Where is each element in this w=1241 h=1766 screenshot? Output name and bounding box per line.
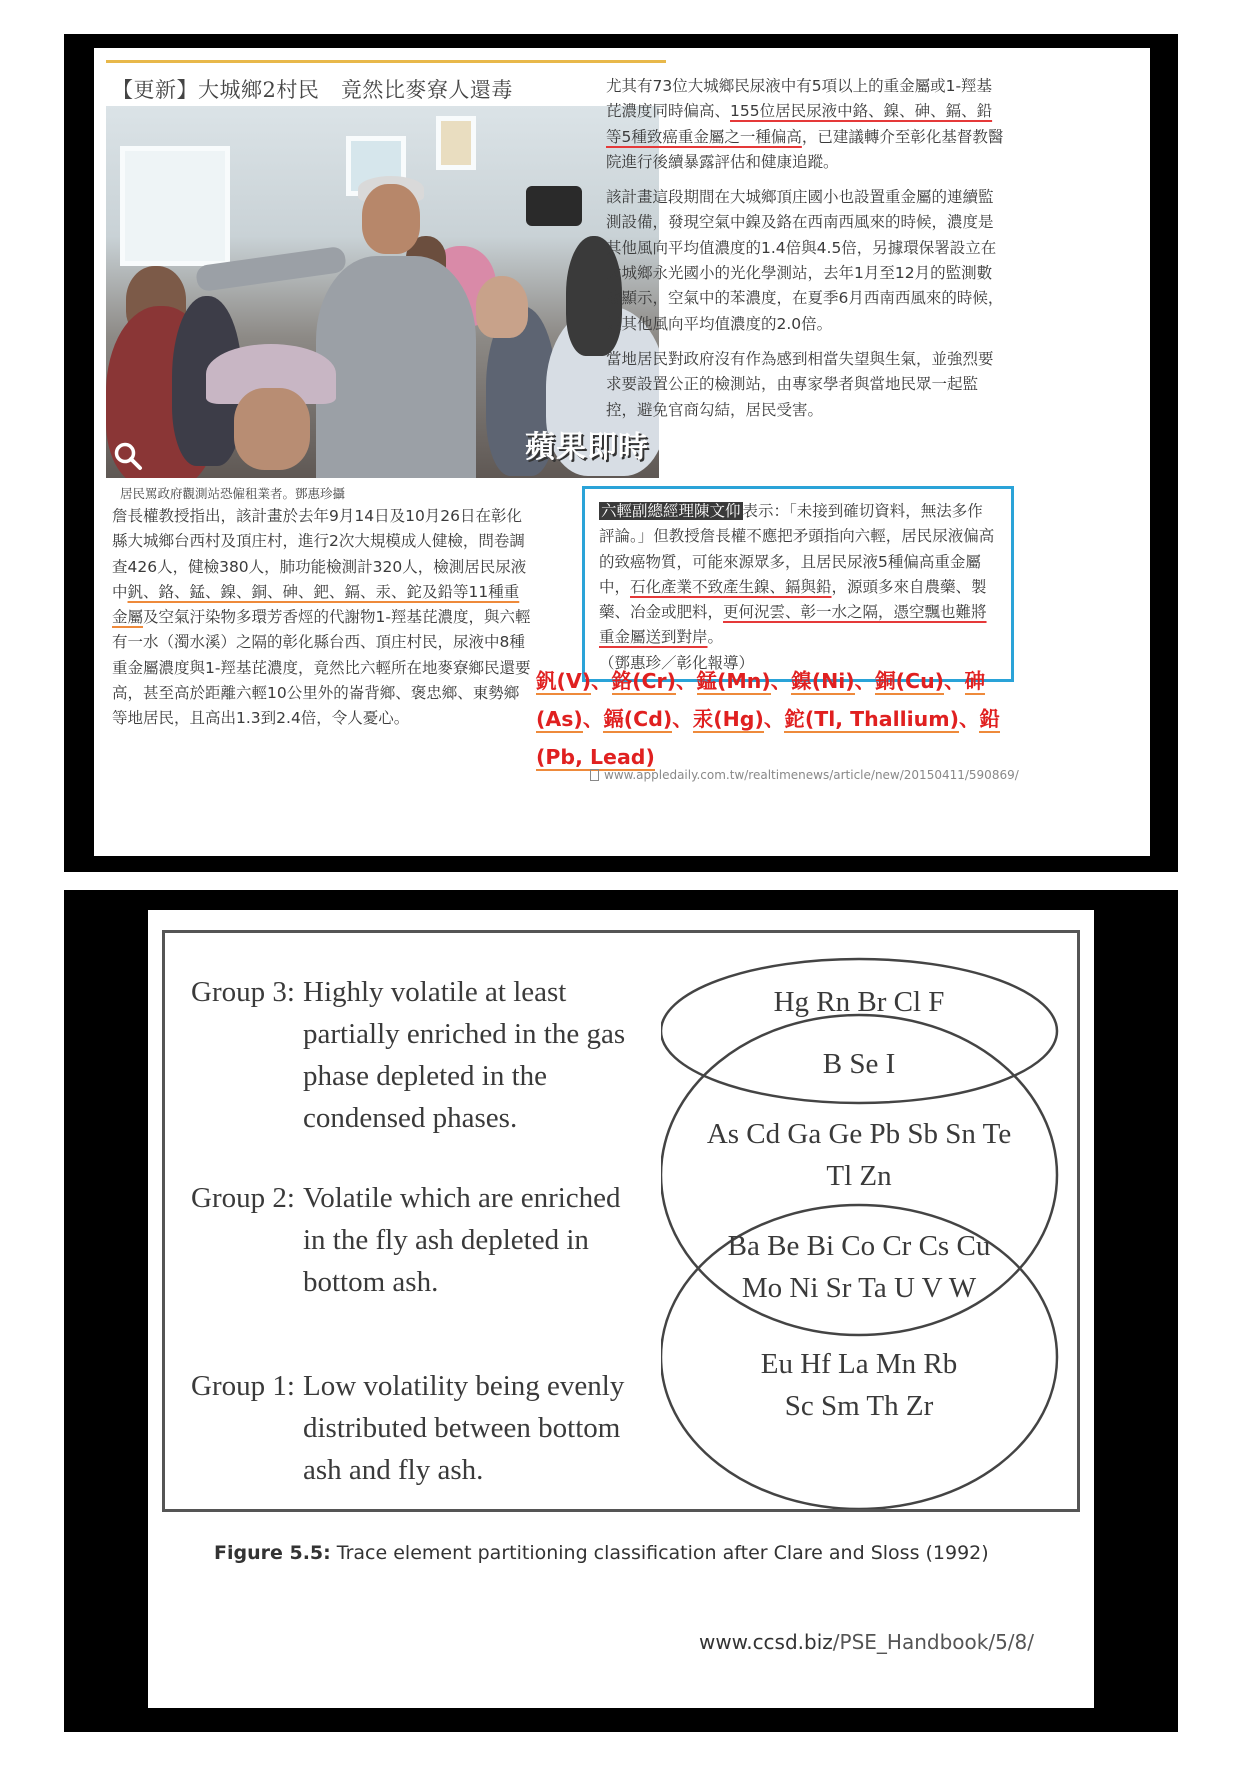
magnifier-icon[interactable] (112, 440, 144, 472)
group-2-elements: Tl Zn (826, 1160, 892, 1192)
element-separator: 、 (672, 707, 693, 731)
group-2-elements: As Cd Ga Ge Pb Sb Sn Te (706, 1118, 1012, 1150)
metal-element: 汞(Hg) (692, 707, 764, 731)
source-url[interactable]: www.appledaily.com.tw/realtimenews/article/new/20150411/590869/ (590, 768, 1019, 782)
metal-element: 砷(As) (536, 669, 986, 731)
metal-element: 鉈(Tl, Thallium) (784, 707, 959, 731)
news-photo (106, 106, 659, 478)
group-3-elements: Hg Rn Br Cl F (773, 986, 945, 1018)
element-separator: 、 (591, 669, 612, 693)
document-icon (590, 769, 599, 781)
element-separator: 、 (763, 707, 785, 731)
speaker-body (316, 256, 476, 478)
metal-element: 銅(Cu) (875, 669, 945, 693)
group-3-2-overlap-elements: B Se I (822, 1048, 896, 1080)
heavy-metals-list (536, 662, 1040, 776)
article-right-column (606, 74, 1006, 433)
photo-person (476, 276, 528, 338)
group-text: Volatile which are enriched in the fly ash depleted in bottom ash. (303, 1182, 621, 1298)
metal-element: 鎘(Cd) (603, 707, 673, 731)
video-camera (526, 186, 582, 226)
metal-element: 釩(V) (536, 669, 592, 693)
figure-screenshot-panel (64, 890, 1178, 1732)
figure-frame (162, 930, 1080, 1512)
quote-highlight: 石化產業不致產生鎳、鎘與鉛 (630, 577, 832, 596)
quote-highlight: 更何況雲、彰一水之隔，憑空飄也難將重金屬送到對岸 (599, 603, 987, 647)
group-label: Group 2: (191, 1182, 295, 1214)
photo-poster (436, 116, 476, 170)
element-separator: 、 (854, 669, 876, 693)
article-paragraph: 詹長權教授指出，該計畫於去年9月14日及10月26日在彰化縣大城鄉台西村及頂庄村，進行2次大規模成人健檢，問卷調查426人，健檢380人，肺功能檢測計320人，檢測居民尿液中釩、鉻、錳、鎳、銅、砷、鈀、鎘、汞、鉈及鉛等11種重金屬及空氣汙染物多環芳香烴的代謝物1-羥基芘濃度，與六輕有一水（濁水溪）之隔的彰化縣台西、頂庄村民，尿液中8種重金屬濃度與1-羥基芘濃度，竟然比六輕所在地麥寮鄉民還要高，甚至高於距離六輕10公里外的崙背鄉、褒忠鄉、東勢鄉等地居民，且高出1.3到2.4倍，令人憂心。 (112, 507, 531, 728)
group-1-elements: Eu Hf La Mn Rb (760, 1348, 958, 1380)
figure-source-url[interactable]: www.ccsd.biz/PSE_Handbook/5/8/ (698, 1630, 1034, 1654)
element-separator: 、 (582, 707, 604, 731)
news-screenshot-panel (64, 34, 1178, 872)
group-3-ellipse (661, 959, 1057, 1103)
element-separator: 、 (770, 669, 792, 693)
element-separator: 、 (676, 669, 697, 693)
headline-rule (106, 60, 666, 63)
photo-caption: 居民罵政府觀測站恐僱租業者。鄧惠珍攝 (120, 486, 346, 501)
news-article (94, 48, 1150, 856)
group-label: Group 3: (191, 976, 295, 1008)
article-paragraph: 該計畫這段期間在大城鄉頂庄國小也設置重金屬的連續監測設備，發現空氣中鎳及鉻在西南西風來的時候，濃度是其他風向平均值濃度的1.4倍與4.5倍，另據環保署設立在大城鄉永光國小的光化學測站，去年1月至12月的監測數據顯示，空氣中的苯濃度，在夏季6月西南西風來的時候，是其他風向平均值濃度的2.0倍。 (606, 188, 1004, 333)
woman-face (234, 388, 310, 470)
heavy-metals-highlight: 釩、鉻、錳、鎳、銅、砷、鈀、鎘、汞、鉈及鉛等11種重金屬 (112, 582, 520, 627)
photo-window (120, 146, 230, 266)
group-text: Highly volatile at least partially enriched in the gas phase depleted in the condensed phases. (303, 976, 626, 1134)
element-separator: 、 (958, 707, 980, 731)
venn-diagram (661, 943, 1075, 1509)
article-byline: （鄧惠珍／彰化報導） (599, 653, 755, 672)
metal-element: 鎳(Ni) (791, 669, 855, 693)
group-1-elements: Sc Sm Th Zr (784, 1390, 934, 1422)
article-paragraph: 當地居民對政府沒有作為感到相當失望與生氣，並強烈要求要設置公正的檢測站，由專家學者與當地民眾一起監控，避免官商勾結，居民受害。 (606, 349, 994, 419)
metal-element: 鉻(Cr) (611, 669, 677, 693)
figure-page (148, 910, 1094, 1708)
article-paragraph: 尤其有73位大城鄉民尿液中有5項以上的重金屬或1-羥基芘濃度同時偏高、155位居民尿液中鉻、鎳、砷、鎘、鉛等5種致癌重金屬之一種偏高，已建議轉介至彰化基督教醫院進行後續暴露評估和健康追蹤。 (606, 77, 1004, 171)
element-separator: 、 (944, 669, 965, 693)
article-left-column (112, 504, 532, 741)
highlighted-name: 六輕副總經理陳文仰 (601, 502, 741, 520)
metal-element: 錳(Mn) (696, 669, 771, 693)
article-headline: 【更新】大城鄉2村民 竟然比麥寮人還毒 (112, 78, 513, 102)
group-label: Group 1: (191, 1370, 295, 1402)
group-2-1-overlap-elements: Mo Ni Sr Ta U V W (741, 1272, 977, 1304)
speaker-head (362, 184, 420, 254)
residents-highlight: 155位居民尿液中鉻、鎳、砷、鎘、鉛等5種致癌重金屬之一種偏高 (606, 102, 993, 146)
group-2-1-overlap-elements: Ba Be Bi Co Cr Cs Cu (727, 1230, 991, 1262)
figure-caption: Figure 5.5: Trace element partitioning classification after Clare and Sloss (1992) (214, 1542, 989, 1564)
group-text: Low volatility being evenly distributed between bottom ash and fly ash. (303, 1370, 625, 1486)
quote-box: 六輕副總經理陳文仰 表示：「未接到確切資料，無法多作評論。」但教授詹長權不應把矛頭指向六輕，居民尿液偏高的致癌物質，可能來源眾多，且居民尿液5種偏高重金屬中，石化產業不致產生鎳、鎘與鉛，源頭多來自農藥、製藥、冶金或肥料，更何況雲、彰一水之隔，憑空飄也難將重金屬送到對岸。 （鄧惠珍／彰化報導） (582, 486, 1014, 682)
metal-element: 鉛(Pb, Lead) (536, 707, 1000, 769)
photo-watermark: 蘋果即時 (525, 430, 649, 465)
